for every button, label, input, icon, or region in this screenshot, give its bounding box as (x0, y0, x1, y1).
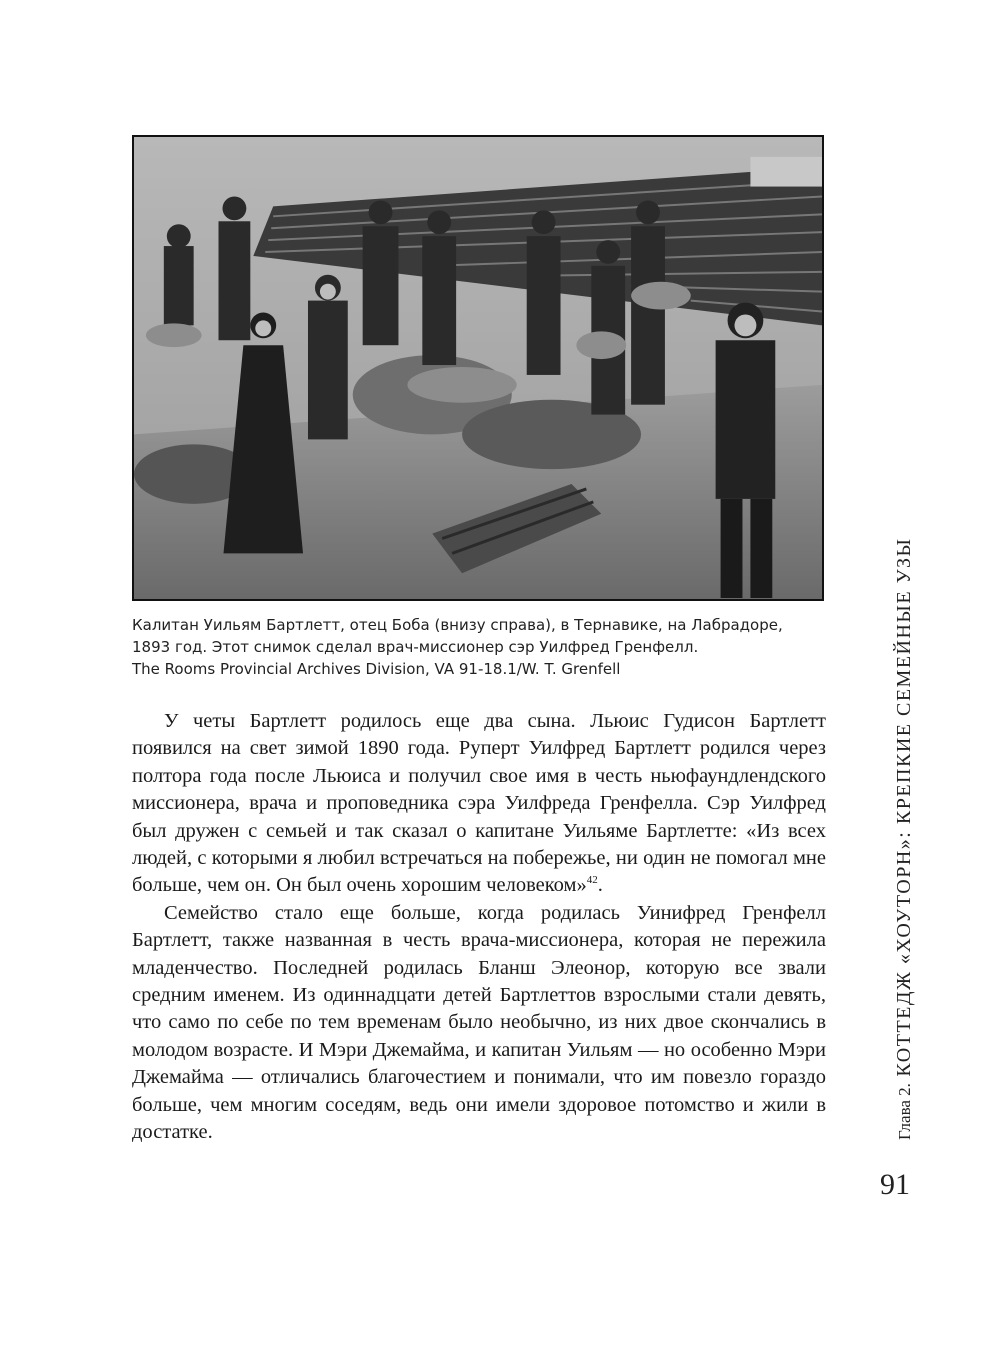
caption-line-1: Калитан Уильям Бартлетт, отец Боба (внизу справа), в Тернавике, на Лабрадоре, (132, 616, 783, 634)
body-text (132, 708, 826, 1147)
photo-caption (132, 614, 832, 680)
paragraph-1 (132, 708, 826, 900)
paragraph-1-end: . (597, 874, 603, 897)
photo-illustration (134, 137, 822, 599)
footnote-ref[interactable]: 42 (586, 874, 598, 887)
chapter-label: Глава 2. (895, 1083, 914, 1140)
page-number: 91 (880, 1168, 910, 1201)
running-head (893, 538, 916, 1140)
caption-line-3: The Rooms Provincial Archives Division, VA 91-18.1/W. T. Grenfell (132, 660, 621, 678)
paragraph-2: Семейство стало еще больше, когда родилась Уинифред Гренфелл Бартлетт, также названная в честь врача-миссионера, которая не пережила младенчество. Последней родилась Бланш Элеонор, которую все звали средним именем. Из одиннадцати детей Бартлеттов взрослыми стали девять, что само по себе по тем временам было необычно, из них двое скончались в молодом возрасте. И Мэри Джемайма, и капитан Уильям — но особенно Мэри Джемайма — отличались благочестием и понимали, что им повезло гораздо больше, чем многим соседям, ведь они имели здоровое потомство и жили в достатке. (132, 901, 826, 1144)
paragraph-1-text: У четы Бартлетт родилось еще два сына. Льюис Гудисон Бартлетт появился на свет зимой 1890 года. Руперт Уилфред Бартлетт родился через полтора года после Льюиса и получил свое имя в честь ньюфаундлендского миссионера, врача и проповедника сэра Уилфреда Гренфелла. Сэр Уилфред был дружен с семьей и так сказал о капитане Уильяме Бартлетте: «Из всех людей, с которыми я любил встречаться на побережье, ни один не помогал мне больше, чем он. Он был очень хорошим человеком» (132, 710, 826, 897)
chapter-title: КОТТЕДЖ «ХОУТОРН»: КРЕПКИЕ СЕМЕЙНЫЕ УЗЫ (893, 537, 915, 1077)
archival-photo (132, 135, 824, 601)
caption-line-2: 1893 год. Этот снимок сделал врач-миссионер сэр Уилфред Гренфелл. (132, 638, 699, 656)
